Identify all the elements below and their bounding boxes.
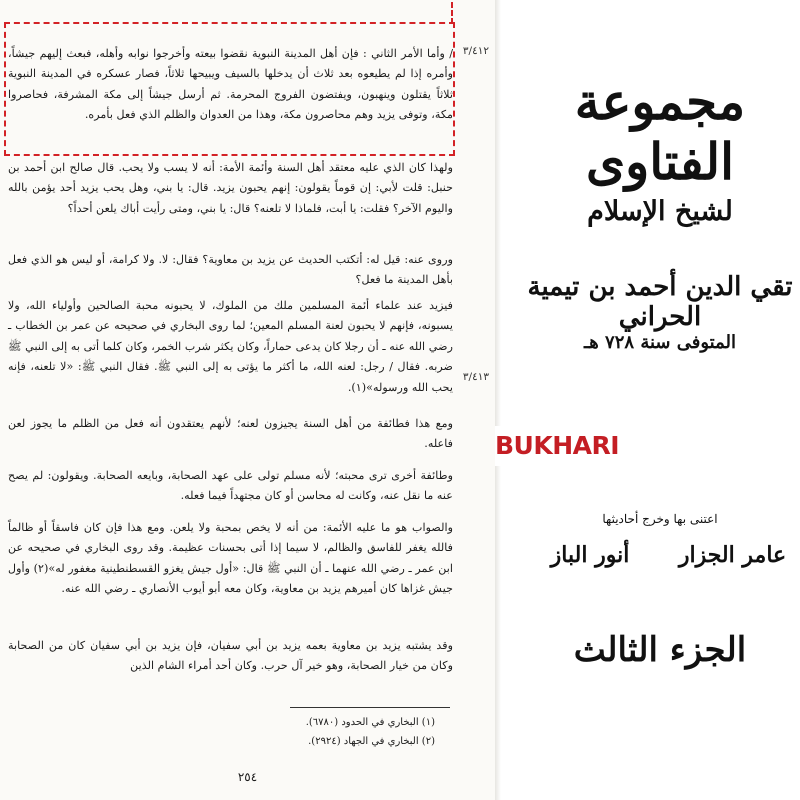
cover-author: تقي الدين أحمد بن تيمية الحراني (527, 272, 793, 332)
footnote-divider (290, 707, 450, 708)
cover-title: مجموعة الفتاوى (574, 72, 746, 191)
cover-death-date: المتوفى سنة ٧٢٨ هـ (584, 332, 736, 353)
footnote-2: (٢) البخاري في الجهاد (٢٩٢٤). (308, 736, 435, 747)
cover-subtitle: لشيخ الإسلام (587, 196, 733, 227)
bukhari-label: BUKHARI (495, 426, 610, 466)
paragraph-4: ومع هذا فطائفة من أهل السنة يجيزون لعنه؛ لأنهم يعتقدون أنه فعل من الظلم ما يجوز لعن فاعله. (8, 417, 453, 451)
paragraph-7: وقد يشتبه يزيد بن معاوية بعمه يزيد بن أبي سفيان، فإن يزيد بن أبي سفيان كان من الصحابة وكان من خيار الصحابة، وهو خير آل حرب. وكان أحد أمراء الشام الذين (8, 639, 453, 673)
paragraph-2: وروى عنه: قيل له: أتكتب الحديث عن يزيد بن معاوية؟ فقال: لا. ولا كرامة، أو ليس هو الذي فعل بأهل المدينة ما فعل؟ (8, 253, 453, 287)
cover-editors-intro: اعتنى بها وخرج أحاديثها (602, 512, 718, 526)
footnotes (8, 713, 453, 751)
margin-reference-2: ٣/٤١٣ (462, 371, 489, 383)
cover-editor-2: أنور الباز (550, 542, 630, 568)
footnote-1: (١) البخاري في الحدود (٦٧٨٠). (305, 717, 435, 728)
paragraph-5: وطائفة أخرى ترى محبته؛ لأنه مسلم تولى على عهد الصحابة، وبايعه الصحابة. ويقولون: لم يصح عنه ما نقل عنه، وكانت له محاسن أو كان مجتهداً فيما فعله. (8, 469, 453, 503)
cover-volume: الجزء الثالث (573, 630, 747, 670)
cover-editor-1: عامر الجزار (678, 542, 787, 568)
cover-edge-shadow (495, 0, 501, 800)
book-cover (495, 0, 800, 800)
paragraph-6: والصواب هو ما عليه الأئمة: من أنه لا يخص بمحبة ولا يلعن. ومع هذا فإن كان فاسقاً أو ظالماً فالله يغفر للفاسق والظالم، لا سيما إذا أتى بحسنات عظيمة. وقد روى البخاري في صحيحه عن ابن عمر ـ رضي الله عنهما ـ أن النبي ﷺ قال: «أول جيش يغزو القسطنطينية مغفور له»(٢) وأول جيش غزاها كان أميرهم يزيد بن معاوية، وكان معه أبو أيوب الأنصاري ـ رضي الله عنه. (8, 521, 454, 596)
highlighted-passage: / وأما الأمر الثاني : فإن أهل المدينة النبوية نقضوا بيعته وأخرجوا نوابه وأهله، فبعث إليهم جيشاً، وأمره إذا لم يطيعوه بعد ثلاث أن يدخلها بالسيف ويبيحها ثلاثاً، فصار عسكره في المدينة النبوية ثلاثاً يقتلون وينهبون، ويفتضون الفروج المحرمة. ثم أرسل جيشاً إلى مكة المشرفة، فحاصروا مكة، وتوفى يزيد وهم محاصرون مكة، وهذا من العدوان والظلم الذي فعل بأمره. (8, 47, 453, 122)
highlight-box-stub (451, 2, 453, 24)
margin-reference-1: ٣/٤١٢ (462, 45, 489, 57)
page-number: ٢٥٤ (237, 770, 258, 784)
paragraph-1: ولهذا كان الذي عليه معتقد أهل السنة وأئمة الأمة: أنه لا يسب ولا يحب. قال صالح ابن أحمد بن حنبل: قلت لأبي: إن قوماً يقولون: إنهم يحبون يزيد. قال: يا بني، وهل يحب يزيد أحد يؤمن بالله واليوم الآخر؟ فقلت: يا أبت، فلماذا لا تلعنه؟ قال: يا بني، ومتى رأيت أباك يلعن أحداً؟ (8, 161, 453, 215)
highlight-box (4, 22, 455, 156)
paragraph-3: فيزيد عند علماء أئمة المسلمين ملك من الملوك، لا يحبونه محبة الصالحين وأولياء الله، ولا يسبونه، فإنهم لا يحبون لعنة المسلم المعين؛ لما روى البخاري في صحيحه عن عمر بن الخطاب ـ رضي الله عنه ـ أن رجلا كان يدعى حماراً، وكان يكثر شرب الخمر، وكان كلما أتى به إلى النبي ﷺ ضربه. فقال / رجل: لعنه الله، ما أكثر ما يؤتى به إلى النبي ﷺ. فقال النبي ﷺ: «لا تلعنه، فإنه يحب الله ورسوله»(١). (8, 299, 453, 394)
